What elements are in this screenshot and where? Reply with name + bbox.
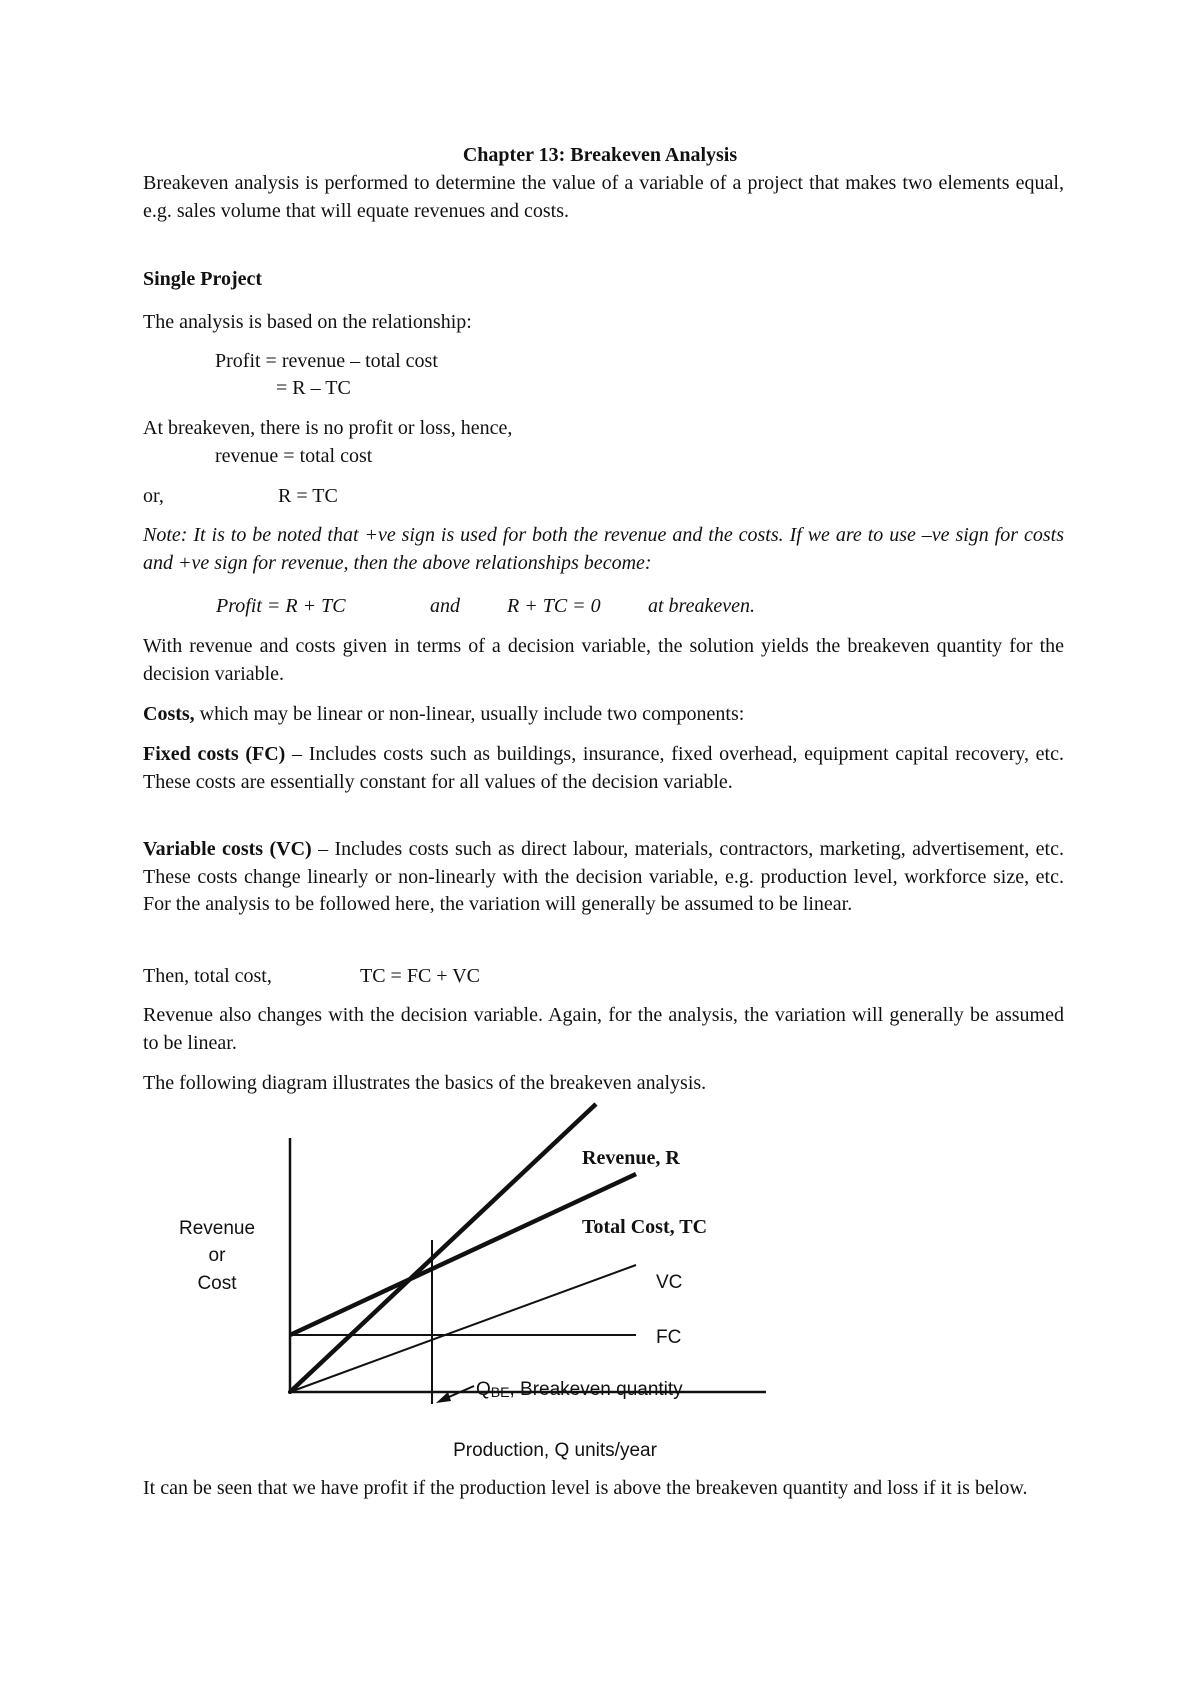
note-equation-profit: Profit = R + TC: [216, 595, 346, 617]
revenue-line-label: Revenue, R: [582, 1147, 680, 1169]
diagram-intro: The following diagram illustrates the basics of the breakeven analysis.: [143, 1072, 707, 1094]
breakeven-diagram: [0, 1090, 1200, 1470]
decision-variable-paragraph: With revenue and costs given in terms of a decision variable, the solution yields the breakeven quantity for the decision variable.: [143, 635, 1064, 685]
conclusion-paragraph: It can be seen that we have profit if the production level is above the breakeven quantity and loss if it is below.: [143, 1477, 1028, 1499]
note-equation-at-breakeven: at breakeven.: [648, 595, 755, 617]
fc-line-label: FC: [656, 1327, 682, 1348]
page-title: Chapter 13: Breakeven Analysis: [462, 144, 738, 166]
breakeven-arrow-icon: [436, 1392, 451, 1403]
variable-cost-line: [290, 1265, 636, 1392]
note-equation-and: and: [430, 595, 460, 617]
qbe-symbol: Q: [476, 1379, 491, 1400]
at-breakeven-text: At breakeven, there is no profit or loss, hence,: [143, 417, 513, 439]
qbe-rest: , Breakeven quantity: [509, 1379, 683, 1400]
breakeven-quantity-label: [476, 1379, 683, 1400]
y-label-or: or: [208, 1245, 226, 1266]
revenue-paragraph: Revenue also changes with the decision variable. Again, for the analysis, the variation will generally be assumed to be linear.: [143, 1004, 1064, 1054]
variable-costs-paragraph: [143, 836, 1064, 919]
note-paragraph: Note: It is to be noted that +ve sign is used for both the revenue and the costs. If we are to use –ve sign for costs and +ve sign for revenue, then the above relationships become:: [143, 524, 1064, 574]
equation-r-equals-tc: R = TC: [278, 485, 338, 507]
revenue-line: [290, 1104, 596, 1392]
total-cost-line: [290, 1174, 636, 1335]
equation-tc: TC = FC + VC: [360, 965, 480, 987]
costs-bold: Costs,: [143, 703, 195, 725]
equation-profit-symbols: = R – TC: [276, 377, 351, 399]
intro-paragraph: Breakeven analysis is performed to determine the value of a variable of a project that makes two elements equal, e.g. sales volume that will equate revenues and costs.: [143, 172, 1064, 222]
equation-revenue-total-cost: revenue = total cost: [215, 445, 373, 467]
y-label-revenue: Revenue: [178, 1218, 256, 1239]
total-cost-line-label: Total Cost, TC: [582, 1216, 708, 1238]
vc-line-label: VC: [656, 1272, 683, 1293]
x-axis-label: Production, Q units/year: [453, 1440, 657, 1461]
then-total-cost-label: Then, total cost,: [143, 965, 272, 987]
y-label-cost: Cost: [197, 1273, 237, 1294]
relationship-intro: The analysis is based on the relationship:: [143, 311, 472, 333]
qbe-subscript: BE: [490, 1384, 510, 1400]
note-equation-sum: R + TC = 0: [507, 595, 601, 617]
costs-text: which may be linear or non-linear, usually include two components:: [194, 703, 745, 725]
or-label: or,: [143, 485, 164, 507]
variable-costs-text: – Includes costs such as direct labour, materials, contractors, marketing, advertisement, etc. These costs change linearly or non-linearly with the decision variable, e.g. production level, workforce size, etc. For the analysis to be followed here, the variation will generally be assumed to be linear.: [143, 838, 1064, 915]
fixed-costs-bold: Fixed costs (FC): [143, 743, 286, 765]
fixed-costs-paragraph: [143, 741, 1064, 796]
fixed-costs-text: – Includes costs such as buildings, insurance, fixed overhead, equipment capital recovery, etc. These costs are essentially constant for all values of the decision variable.: [143, 743, 1064, 793]
costs-paragraph: [143, 701, 1064, 729]
variable-costs-bold: Variable costs (VC): [143, 838, 312, 860]
equation-profit: Profit = revenue – total cost: [215, 350, 438, 372]
section-heading: Single Project: [143, 268, 263, 290]
